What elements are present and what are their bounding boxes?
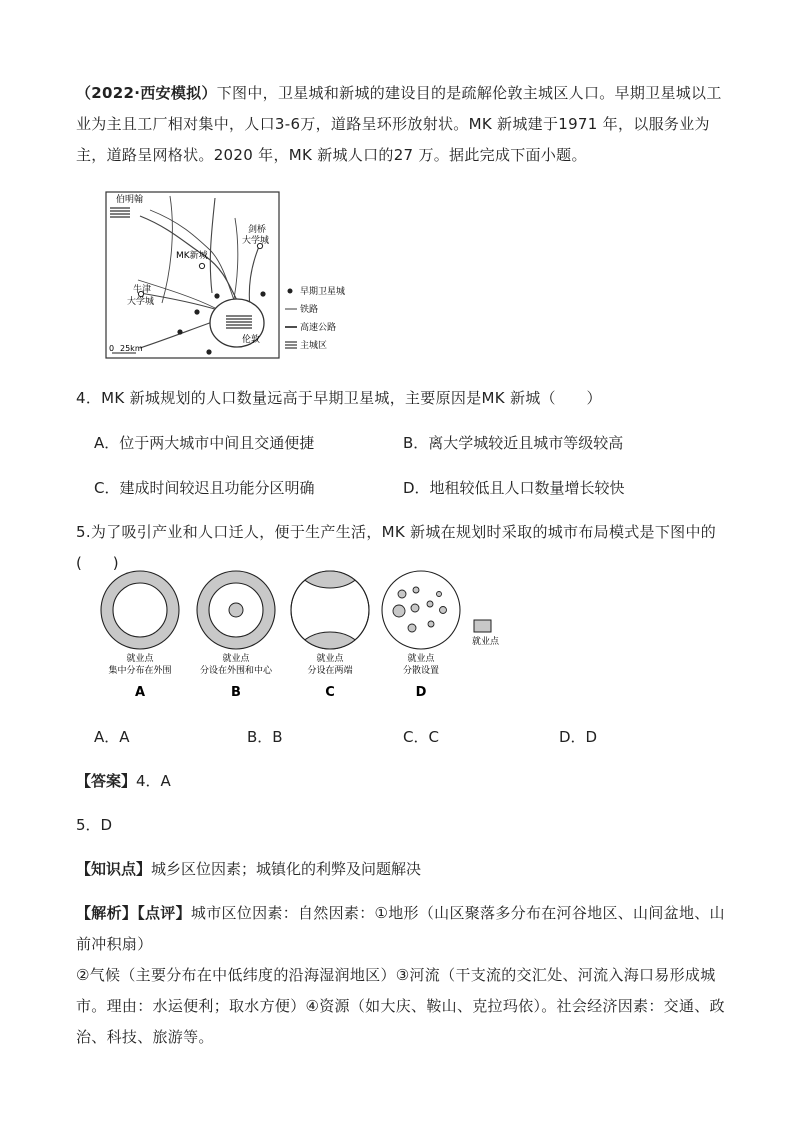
- q4-option-c: C．建成时间较迟且功能分区明确: [94, 479, 315, 497]
- scale-label: 25km: [120, 344, 143, 353]
- legend-railway-label: 铁路: [300, 305, 319, 315]
- legend-main-city-icon: [285, 342, 297, 348]
- q5-option-c: C．C: [403, 728, 439, 746]
- birmingham-hatch: [110, 208, 130, 217]
- legend-satellite-label: 早期卫星城: [300, 287, 346, 297]
- diagram-b-letter: B: [231, 685, 241, 700]
- scale-zero: 0: [109, 344, 115, 353]
- q5-option-d: D．D: [559, 728, 598, 746]
- legend-satellite-icon: [288, 289, 293, 294]
- satellite-city-dot: [206, 349, 211, 354]
- question-5-stem: 5.为了吸引产业和人口迁人，便于生产生活，MK 新城在规划时采取的城市布局模式是下图中的( ): [76, 523, 717, 572]
- diagram-a-inner: [113, 583, 167, 637]
- knowledge-text: 城乡区位因素；城镇化的利弊及问题解决: [151, 860, 422, 878]
- satellite-city-dot: [214, 293, 219, 298]
- knowledge-line: [76, 857, 421, 881]
- satellite-city-dot: [194, 309, 199, 314]
- map-label-cambridge-univ: 大学城: [242, 236, 270, 246]
- map-label-london: 伦敦: [242, 335, 261, 345]
- q5-option-b: B．B: [247, 728, 283, 746]
- answer-line-4: [76, 769, 171, 793]
- legend-highway-label: 高速公路: [300, 323, 337, 333]
- satellite-city-dot: [177, 329, 182, 334]
- knowledge-tag: 【知识点】: [76, 860, 152, 878]
- answer-4: 4．A: [136, 772, 171, 790]
- q4-option-a: A．位于两大城市中间且交通便捷: [94, 434, 315, 452]
- map-label-birmingham: 伯明翰: [116, 195, 144, 205]
- diagram-d-point: [437, 592, 442, 597]
- london-map-figure: [100, 188, 390, 368]
- highway-line: [249, 244, 260, 308]
- answer-5: 5．D: [76, 816, 113, 834]
- diagram-b-caption-1: 就业点: [222, 654, 250, 664]
- employment-legend-icon: [474, 620, 491, 632]
- map-label-cambridge: 剑桥: [248, 225, 267, 235]
- analysis-line-1: 城市区位因素：自然因素：①地形（山区聚落多分布在河谷地区、山间盆地、山前冲积扇）: [76, 904, 725, 953]
- diagram-a-caption-2: 集中分布在外围: [108, 666, 172, 676]
- analysis-line-2: ②气候（主要分布在中低纬度的沿海湿润地区）③河流（干支流的交汇处、河流入海口易形成城市。理由：水运便利；取水方便）④资源（如大庆、鞍山、克拉玛依）。社会经济因素：交通、政治、科技、旅游等。: [76, 966, 725, 1046]
- diagram-d-letter: D: [415, 685, 427, 700]
- diagram-d-point: [411, 604, 419, 612]
- diagram-d-point: [440, 607, 447, 614]
- q4-option-b: B．离大学城较近且城市等级较高: [403, 434, 624, 452]
- diagram-c-caption-1: 就业点: [316, 654, 344, 664]
- diagram-d-point: [408, 624, 416, 632]
- railway-line: [232, 218, 238, 308]
- map-label-oxford: 牛津: [133, 285, 152, 295]
- diagram-d-point: [427, 601, 433, 607]
- q5-option-a: A．A: [94, 728, 130, 746]
- diagram-a-caption-1: 就业点: [126, 654, 154, 664]
- diagram-d-caption-2: 分散设置: [402, 666, 440, 676]
- highway-line: [210, 198, 215, 293]
- diagram-d-point: [413, 587, 419, 593]
- diagram-c-letter: C: [325, 685, 335, 700]
- diagram-d-point: [393, 605, 405, 617]
- q4-option-d: D．地租较低且人口数量增长较快: [403, 479, 625, 497]
- highway-line: [140, 216, 240, 306]
- question-source: （2022·西安模拟）: [76, 84, 217, 102]
- diagram-d-caption-1: 就业点: [407, 654, 435, 664]
- diagram-b-center: [229, 603, 243, 617]
- intro-text: 下图中，卫星城和新城的建设目的是疏解伦敦主城区人口。早期卫星城以工业为主且工厂相对集中，人口3-6万，道路呈环形放射状。MK 新城建于1971 年，以服务业为主，道路呈网格状。2020 年，MK 新城人口的27 万。据此完成下面小题。: [76, 84, 722, 164]
- analysis-paragraph-1: [76, 898, 736, 960]
- railway-line: [162, 196, 172, 303]
- layout-diagrams-figure: [94, 566, 534, 706]
- employment-legend-label: 就业点: [472, 637, 500, 647]
- satellite-city-dot: [260, 291, 265, 296]
- diagram-b-caption-2: 分设在外围和中心: [199, 666, 273, 676]
- diagram-a-letter: A: [134, 685, 146, 700]
- diagram-d-point: [428, 621, 434, 627]
- map-label-mk: MK新城: [176, 251, 208, 261]
- question-4-stem: 4．MK 新城规划的人口数量远高于早期卫星城，主要原因是MK 新城（ ）: [76, 389, 602, 407]
- intro-paragraph: [76, 78, 736, 171]
- analysis-tag: 【解析】【点评】: [76, 904, 191, 922]
- map-label-oxford-univ: 大学城: [127, 297, 155, 307]
- diagram-d-point: [398, 590, 406, 598]
- diagram-c-caption-2: 分设在两端: [307, 666, 353, 676]
- mk-new-town-marker: [199, 263, 204, 268]
- main-city-hatch: [226, 314, 252, 330]
- answer-tag: 【答案】: [76, 772, 137, 790]
- legend-main-city-label: 主城区: [300, 341, 328, 351]
